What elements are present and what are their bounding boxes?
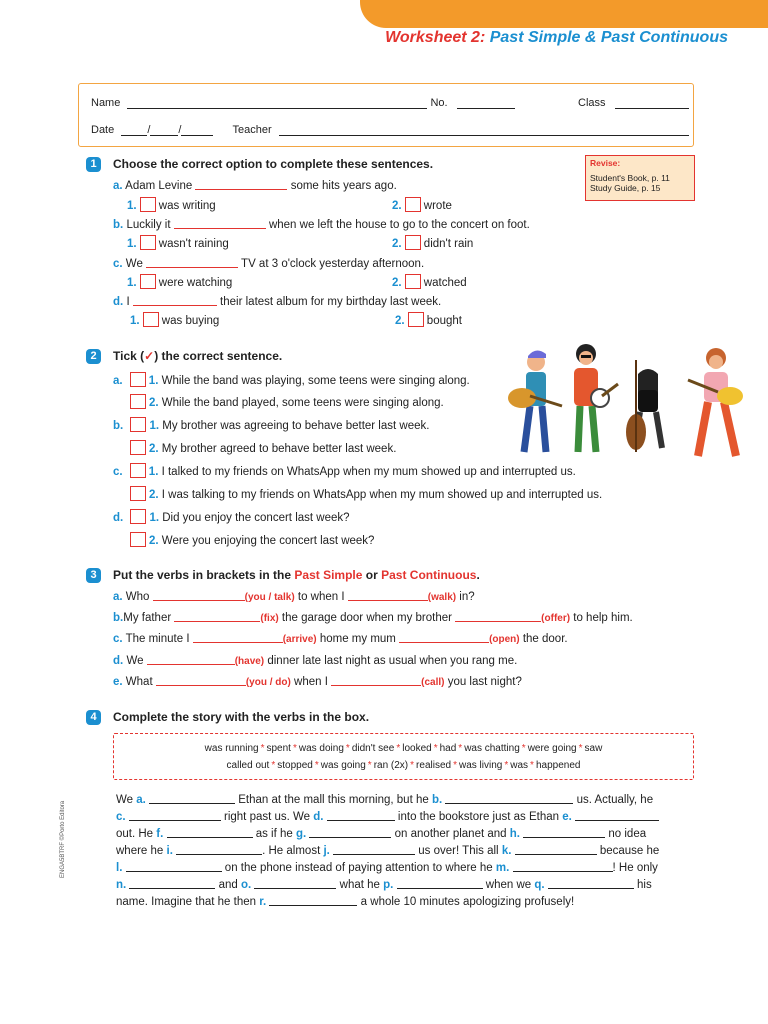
word-box-word: didn't see <box>351 743 395 754</box>
verb-hint: (you / talk) <box>244 592 295 603</box>
item-text: home my mum <box>319 633 396 645</box>
answer-blank[interactable] <box>174 218 266 229</box>
date-row <box>91 124 689 136</box>
ex1-item-a-opt2 <box>392 197 452 212</box>
story-text: out. He <box>116 828 154 840</box>
name-label: Name <box>91 97 121 109</box>
singer-guitarist-figure <box>688 348 743 456</box>
item-text: Adam Levine <box>125 180 193 192</box>
verb-hint: (offer) <box>541 613 571 624</box>
story-text: when we <box>485 879 532 891</box>
option-text: were watching <box>158 277 233 289</box>
answer-blank[interactable] <box>129 810 221 821</box>
story-text: us. Actually, he <box>576 794 654 806</box>
title-prefix: Worksheet 2: <box>385 29 486 46</box>
answer-blank[interactable] <box>309 827 391 838</box>
word-box-word: called out <box>226 760 270 771</box>
option-number: 1. <box>148 375 159 387</box>
word-box-word: happened <box>535 760 581 771</box>
answer-blank[interactable] <box>176 844 262 855</box>
tick-checkbox[interactable] <box>130 532 146 547</box>
story-text: on another planet and <box>394 828 507 840</box>
verb-hint: (walk) <box>427 592 457 603</box>
option-checkbox[interactable] <box>408 312 424 327</box>
name-field[interactable] <box>127 108 427 109</box>
story-line-6 <box>116 878 694 891</box>
ex2-item-a-1 <box>113 372 470 387</box>
answer-blank[interactable] <box>129 878 215 889</box>
answer-blank[interactable] <box>327 810 395 821</box>
item-letter: b. <box>113 219 124 231</box>
option-number: 2. <box>392 277 402 289</box>
option-number: 1. <box>127 200 137 212</box>
tick-checkbox[interactable] <box>130 486 146 501</box>
ex1-item-c-opt1 <box>127 274 232 289</box>
sentence-text: While the band was playing, some teens were singing along. <box>161 375 470 387</box>
item-text: you last night? <box>447 676 522 688</box>
blank-letter: d. <box>313 811 324 823</box>
exercise-1-instruction: Choose the correct option to complete these sentences. <box>113 157 434 171</box>
item-text: dinner late last night as usual when you rang me. <box>267 655 518 667</box>
answer-blank[interactable] <box>348 590 428 601</box>
blank-letter: l. <box>116 862 123 874</box>
worksheet-title <box>385 29 728 47</box>
past-simple-label: Past Simple <box>294 568 363 582</box>
story-text: us over! This all <box>418 845 499 857</box>
item-letter: d. <box>113 296 124 308</box>
word-box-word: realised <box>416 760 452 771</box>
verb-hint: (have) <box>234 656 265 667</box>
word-box-word: were going <box>527 743 577 754</box>
story-line-1 <box>116 793 694 806</box>
answer-blank[interactable] <box>133 295 217 306</box>
item-text: I <box>126 296 130 308</box>
blank-letter: h. <box>509 828 520 840</box>
word-box-word: was living <box>458 760 503 771</box>
header-orange-band <box>360 0 768 28</box>
instruction-text: or <box>365 568 378 582</box>
answer-blank[interactable] <box>515 844 597 855</box>
item-text: in? <box>459 591 475 603</box>
story-text: a whole 10 minutes apologizing profusely! <box>360 896 575 908</box>
sentence-text: Were you enjoying the concert last week? <box>161 535 375 547</box>
story-text: because he <box>599 845 660 857</box>
answer-blank[interactable] <box>149 793 235 804</box>
item-text: some hits years ago. <box>290 180 397 192</box>
option-number: 2. <box>149 535 159 547</box>
tick-checkbox[interactable] <box>130 372 146 387</box>
option-number: 2. <box>149 443 159 455</box>
option-checkbox[interactable] <box>143 312 159 327</box>
option-number: 2. <box>392 238 402 250</box>
tick-checkbox[interactable] <box>130 417 146 432</box>
blank-letter: p. <box>383 879 394 891</box>
option-checkbox[interactable] <box>140 274 156 289</box>
star-separator-icon: * <box>521 743 526 754</box>
date-separator: / <box>178 124 182 136</box>
story-text: and <box>218 879 238 891</box>
teacher-label: Teacher <box>232 124 272 136</box>
star-separator-icon: * <box>260 743 265 754</box>
star-separator-icon: * <box>453 760 457 771</box>
instruction-text: Put the verbs in brackets in the <box>113 568 292 582</box>
item-letter: b. <box>113 420 124 432</box>
item-text: the door. <box>522 633 568 645</box>
ex3-item-d <box>113 654 517 667</box>
student-info-box <box>78 83 694 147</box>
story-line-2 <box>116 810 694 823</box>
item-letter: a. <box>113 591 123 603</box>
item-text: when we left the house to go to the concert on foot. <box>268 219 530 231</box>
verb-hint: (open) <box>489 634 520 645</box>
option-number: 1. <box>149 512 160 524</box>
star-separator-icon: * <box>292 743 297 754</box>
ex2-item-c-1 <box>113 463 576 478</box>
blank-letter: c. <box>116 811 126 823</box>
answer-blank[interactable] <box>146 257 238 268</box>
ex1-item-d-opt1 <box>130 312 219 327</box>
word-box <box>113 733 694 780</box>
answer-blank[interactable] <box>193 632 283 643</box>
item-letter: e. <box>113 676 123 688</box>
ex2-item-d-2 <box>130 532 374 547</box>
option-text: was buying <box>161 315 220 327</box>
tick-checkbox[interactable] <box>130 440 146 455</box>
star-separator-icon: * <box>314 760 319 771</box>
no-label: No. <box>430 97 448 109</box>
sentence-text: While the band played, some teens were singing along. <box>161 397 444 409</box>
exercise-4-instruction: Complete the story with the verbs in the box. <box>113 710 370 724</box>
answer-blank[interactable] <box>548 878 634 889</box>
answer-blank[interactable] <box>523 827 605 838</box>
item-letter: d. <box>113 655 124 667</box>
blank-letter: a. <box>136 794 146 806</box>
revise-line-1: Student's Book, p. 11 <box>590 173 670 183</box>
story-text: where he <box>116 845 164 857</box>
exercise-3-instruction <box>113 568 480 582</box>
answer-blank[interactable] <box>156 675 246 686</box>
word-box-word: spent <box>266 743 291 754</box>
blank-letter: n. <box>116 879 127 891</box>
sentence-text: Did you enjoy the concert last week? <box>162 512 350 524</box>
word-box-row-1 <box>114 740 693 757</box>
word-box-word: was running <box>204 743 259 754</box>
story-text: . He almost <box>262 845 321 857</box>
answer-blank[interactable] <box>195 179 287 190</box>
story-text: his <box>637 879 652 891</box>
story-text: into the bookstore just as Ethan <box>397 811 560 823</box>
story-text: name. Imagine that he then <box>116 896 257 908</box>
option-number: 1. <box>130 315 140 327</box>
exercise-1-number: 1 <box>86 157 101 172</box>
item-letter: c. <box>113 633 123 645</box>
sentence-text: I was talking to my friends on WhatsApp when my mum showed up and interrupted us. <box>161 489 603 501</box>
ex2-item-b-2 <box>130 440 396 455</box>
no-field[interactable] <box>457 108 515 109</box>
blank-letter: q. <box>534 879 545 891</box>
ex3-item-a <box>113 590 475 603</box>
item-letter: b. <box>113 612 124 624</box>
answer-blank[interactable] <box>397 878 483 889</box>
item-text: Luckily it <box>126 219 171 231</box>
answer-blank[interactable] <box>331 675 421 686</box>
ex1-item-c-opt2 <box>392 274 467 289</box>
verb-hint: (call) <box>421 677 445 688</box>
ex1-item-b <box>113 218 530 231</box>
verb-hint: (fix) <box>260 613 279 624</box>
date-year-field[interactable] <box>181 135 213 136</box>
title-main: Past Simple & Past Continuous <box>489 29 728 46</box>
word-box-word: stopped <box>277 760 313 771</box>
exercise-2-number: 2 <box>86 349 101 364</box>
band-illustration <box>492 340 754 462</box>
word-box-word: had <box>439 743 457 754</box>
ex1-item-d-opt2 <box>395 312 462 327</box>
instruction-text: ) the correct sentence. <box>154 349 283 363</box>
banjo-player-figure <box>574 344 618 452</box>
answer-blank[interactable] <box>147 654 235 665</box>
word-box-word: ran (2x) <box>373 760 409 771</box>
item-letter: a. <box>113 375 123 387</box>
star-separator-icon: * <box>345 743 350 754</box>
star-separator-icon: * <box>530 760 534 771</box>
word-box-word: was chatting <box>464 743 520 754</box>
instruction-text: . <box>476 568 480 582</box>
answer-blank[interactable] <box>575 810 659 821</box>
verb-hint: (you / do) <box>245 677 291 688</box>
blank-letter: e. <box>562 811 572 823</box>
item-text: What <box>125 676 153 688</box>
item-text: TV at 3 o'clock yesterday afternoon. <box>241 258 425 270</box>
ex2-item-d-1 <box>113 509 350 524</box>
option-text: didn't rain <box>423 238 474 250</box>
item-text: We <box>126 655 144 667</box>
ex1-item-b-opt2 <box>392 235 473 250</box>
answer-blank[interactable] <box>126 861 222 872</box>
tick-checkbox[interactable] <box>130 394 146 409</box>
exercise-2-instruction <box>113 349 282 363</box>
answer-blank[interactable] <box>269 895 357 906</box>
star-separator-icon: * <box>504 760 509 771</box>
item-text: the garage door when my brother <box>281 612 452 624</box>
story-text: We <box>116 794 134 806</box>
option-number: 2. <box>395 315 405 327</box>
answer-blank[interactable] <box>513 861 613 872</box>
item-text: My father <box>123 612 172 624</box>
revise-note <box>585 155 695 201</box>
story-text: right past us. We <box>224 811 311 823</box>
option-number: 1. <box>127 277 137 289</box>
story-text: what he <box>339 879 380 891</box>
item-text: their latest album for my birthday last week. <box>220 296 442 308</box>
option-text: was writing <box>158 200 216 212</box>
star-separator-icon: * <box>396 743 401 754</box>
item-text: Who <box>125 591 150 603</box>
star-separator-icon: * <box>433 743 438 754</box>
ex1-item-c <box>113 257 424 270</box>
ex2-item-a-2 <box>130 394 444 409</box>
ex3-item-c <box>113 632 568 645</box>
blank-letter: f. <box>156 828 164 840</box>
item-letter: c. <box>113 466 123 478</box>
word-box-word: was doing <box>298 743 344 754</box>
item-letter: a. <box>113 180 123 192</box>
word-box-word: was <box>510 760 529 771</box>
option-number: 2. <box>149 397 159 409</box>
tick-icon: ✓ <box>144 349 155 363</box>
ex3-item-b <box>113 611 633 624</box>
ex1-item-b-opt1 <box>127 235 229 250</box>
story-text: ! He only <box>612 862 658 874</box>
star-separator-icon: * <box>367 760 372 771</box>
blank-letter: j. <box>323 845 330 857</box>
blank-letter: g. <box>296 828 307 840</box>
date-separator: / <box>147 124 151 136</box>
blank-letter: i. <box>166 845 173 857</box>
name-row <box>91 97 515 109</box>
tick-checkbox[interactable] <box>130 463 146 478</box>
date-month-field[interactable] <box>150 135 178 136</box>
story-text: on the phone instead of paying attention to where he <box>224 862 493 874</box>
class-label: Class <box>578 97 606 109</box>
instruction-text: Tick ( <box>113 349 145 363</box>
option-text: bought <box>426 315 462 327</box>
blank-letter: m. <box>495 862 510 874</box>
option-number: 1. <box>127 238 137 250</box>
option-text: wrote <box>423 200 452 212</box>
word-box-word: looked <box>402 743 432 754</box>
item-text: to when I <box>297 591 345 603</box>
ex2-item-b-1 <box>113 417 429 432</box>
date-label: Date <box>91 124 115 136</box>
ex1-item-a <box>113 179 397 192</box>
blank-letter: o. <box>241 879 252 891</box>
star-separator-icon: * <box>410 760 415 771</box>
star-separator-icon: * <box>458 743 463 754</box>
copyright-note: ENGA5BTRF ©Porto Editora <box>60 800 66 878</box>
answer-blank[interactable] <box>167 827 253 838</box>
blank-letter: k. <box>501 845 512 857</box>
answer-blank[interactable] <box>445 793 573 804</box>
sentence-text: My brother was agreeing to behave better last week. <box>162 420 430 432</box>
story-line-7 <box>116 895 694 908</box>
class-field[interactable] <box>615 108 689 109</box>
word-box-word: saw <box>584 743 603 754</box>
item-text: when I <box>294 676 328 688</box>
blank-letter: r. <box>259 896 267 908</box>
story-text: no idea <box>608 828 647 840</box>
option-number: 2. <box>392 200 402 212</box>
option-checkbox[interactable] <box>405 197 421 212</box>
answer-blank[interactable] <box>153 590 245 601</box>
story-text: Ethan at the mall this morning, but he <box>238 794 429 806</box>
option-text: wasn't raining <box>158 238 229 250</box>
ex1-item-d <box>113 295 441 308</box>
past-continuous-label: Past Continuous <box>381 568 477 582</box>
item-text: to help him. <box>573 612 633 624</box>
answer-blank[interactable] <box>333 844 415 855</box>
option-checkbox[interactable] <box>140 197 156 212</box>
option-number: 1. <box>149 420 160 432</box>
answer-blank[interactable] <box>455 611 541 622</box>
teacher-field[interactable] <box>279 135 689 136</box>
star-separator-icon: * <box>271 760 276 771</box>
revise-line-2: Study Guide, p. 15 <box>590 183 661 193</box>
option-text: watched <box>423 277 467 289</box>
option-number: 2. <box>149 489 159 501</box>
date-day-field[interactable] <box>121 135 147 136</box>
tick-checkbox[interactable] <box>130 509 146 524</box>
option-checkbox[interactable] <box>405 235 421 250</box>
option-number: 1. <box>148 466 159 478</box>
answer-blank[interactable] <box>254 878 336 889</box>
item-letter: d. <box>113 512 124 524</box>
blank-letter: b. <box>431 794 443 806</box>
answer-blank[interactable] <box>174 611 260 622</box>
revise-title: Revise: <box>590 158 621 168</box>
guitarist-figure <box>508 350 562 452</box>
story-line-3 <box>116 827 694 840</box>
item-text: We <box>125 258 143 270</box>
item-letter: c. <box>113 258 123 270</box>
story-text: as if he <box>255 828 293 840</box>
ex2-item-c-2 <box>130 486 602 501</box>
story-line-5 <box>116 861 694 874</box>
sentence-text: My brother agreed to behave better last week. <box>161 443 397 455</box>
ex3-item-e <box>113 675 522 688</box>
cellist-figure <box>626 360 662 452</box>
ex1-item-a-opt1 <box>127 197 216 212</box>
option-checkbox[interactable] <box>405 274 421 289</box>
story-line-4 <box>116 844 694 857</box>
item-text: The minute I <box>125 633 190 645</box>
exercise-3-number: 3 <box>86 568 101 583</box>
exercise-4-number: 4 <box>86 710 101 725</box>
word-box-word: was going <box>320 760 366 771</box>
answer-blank[interactable] <box>399 632 489 643</box>
word-box-row-2 <box>114 757 693 774</box>
verb-hint: (arrive) <box>282 634 317 645</box>
sentence-text: I talked to my friends on WhatsApp when my mum showed up and interrupted us. <box>161 466 576 478</box>
option-checkbox[interactable] <box>140 235 156 250</box>
class-row <box>578 97 689 109</box>
star-separator-icon: * <box>578 743 583 754</box>
